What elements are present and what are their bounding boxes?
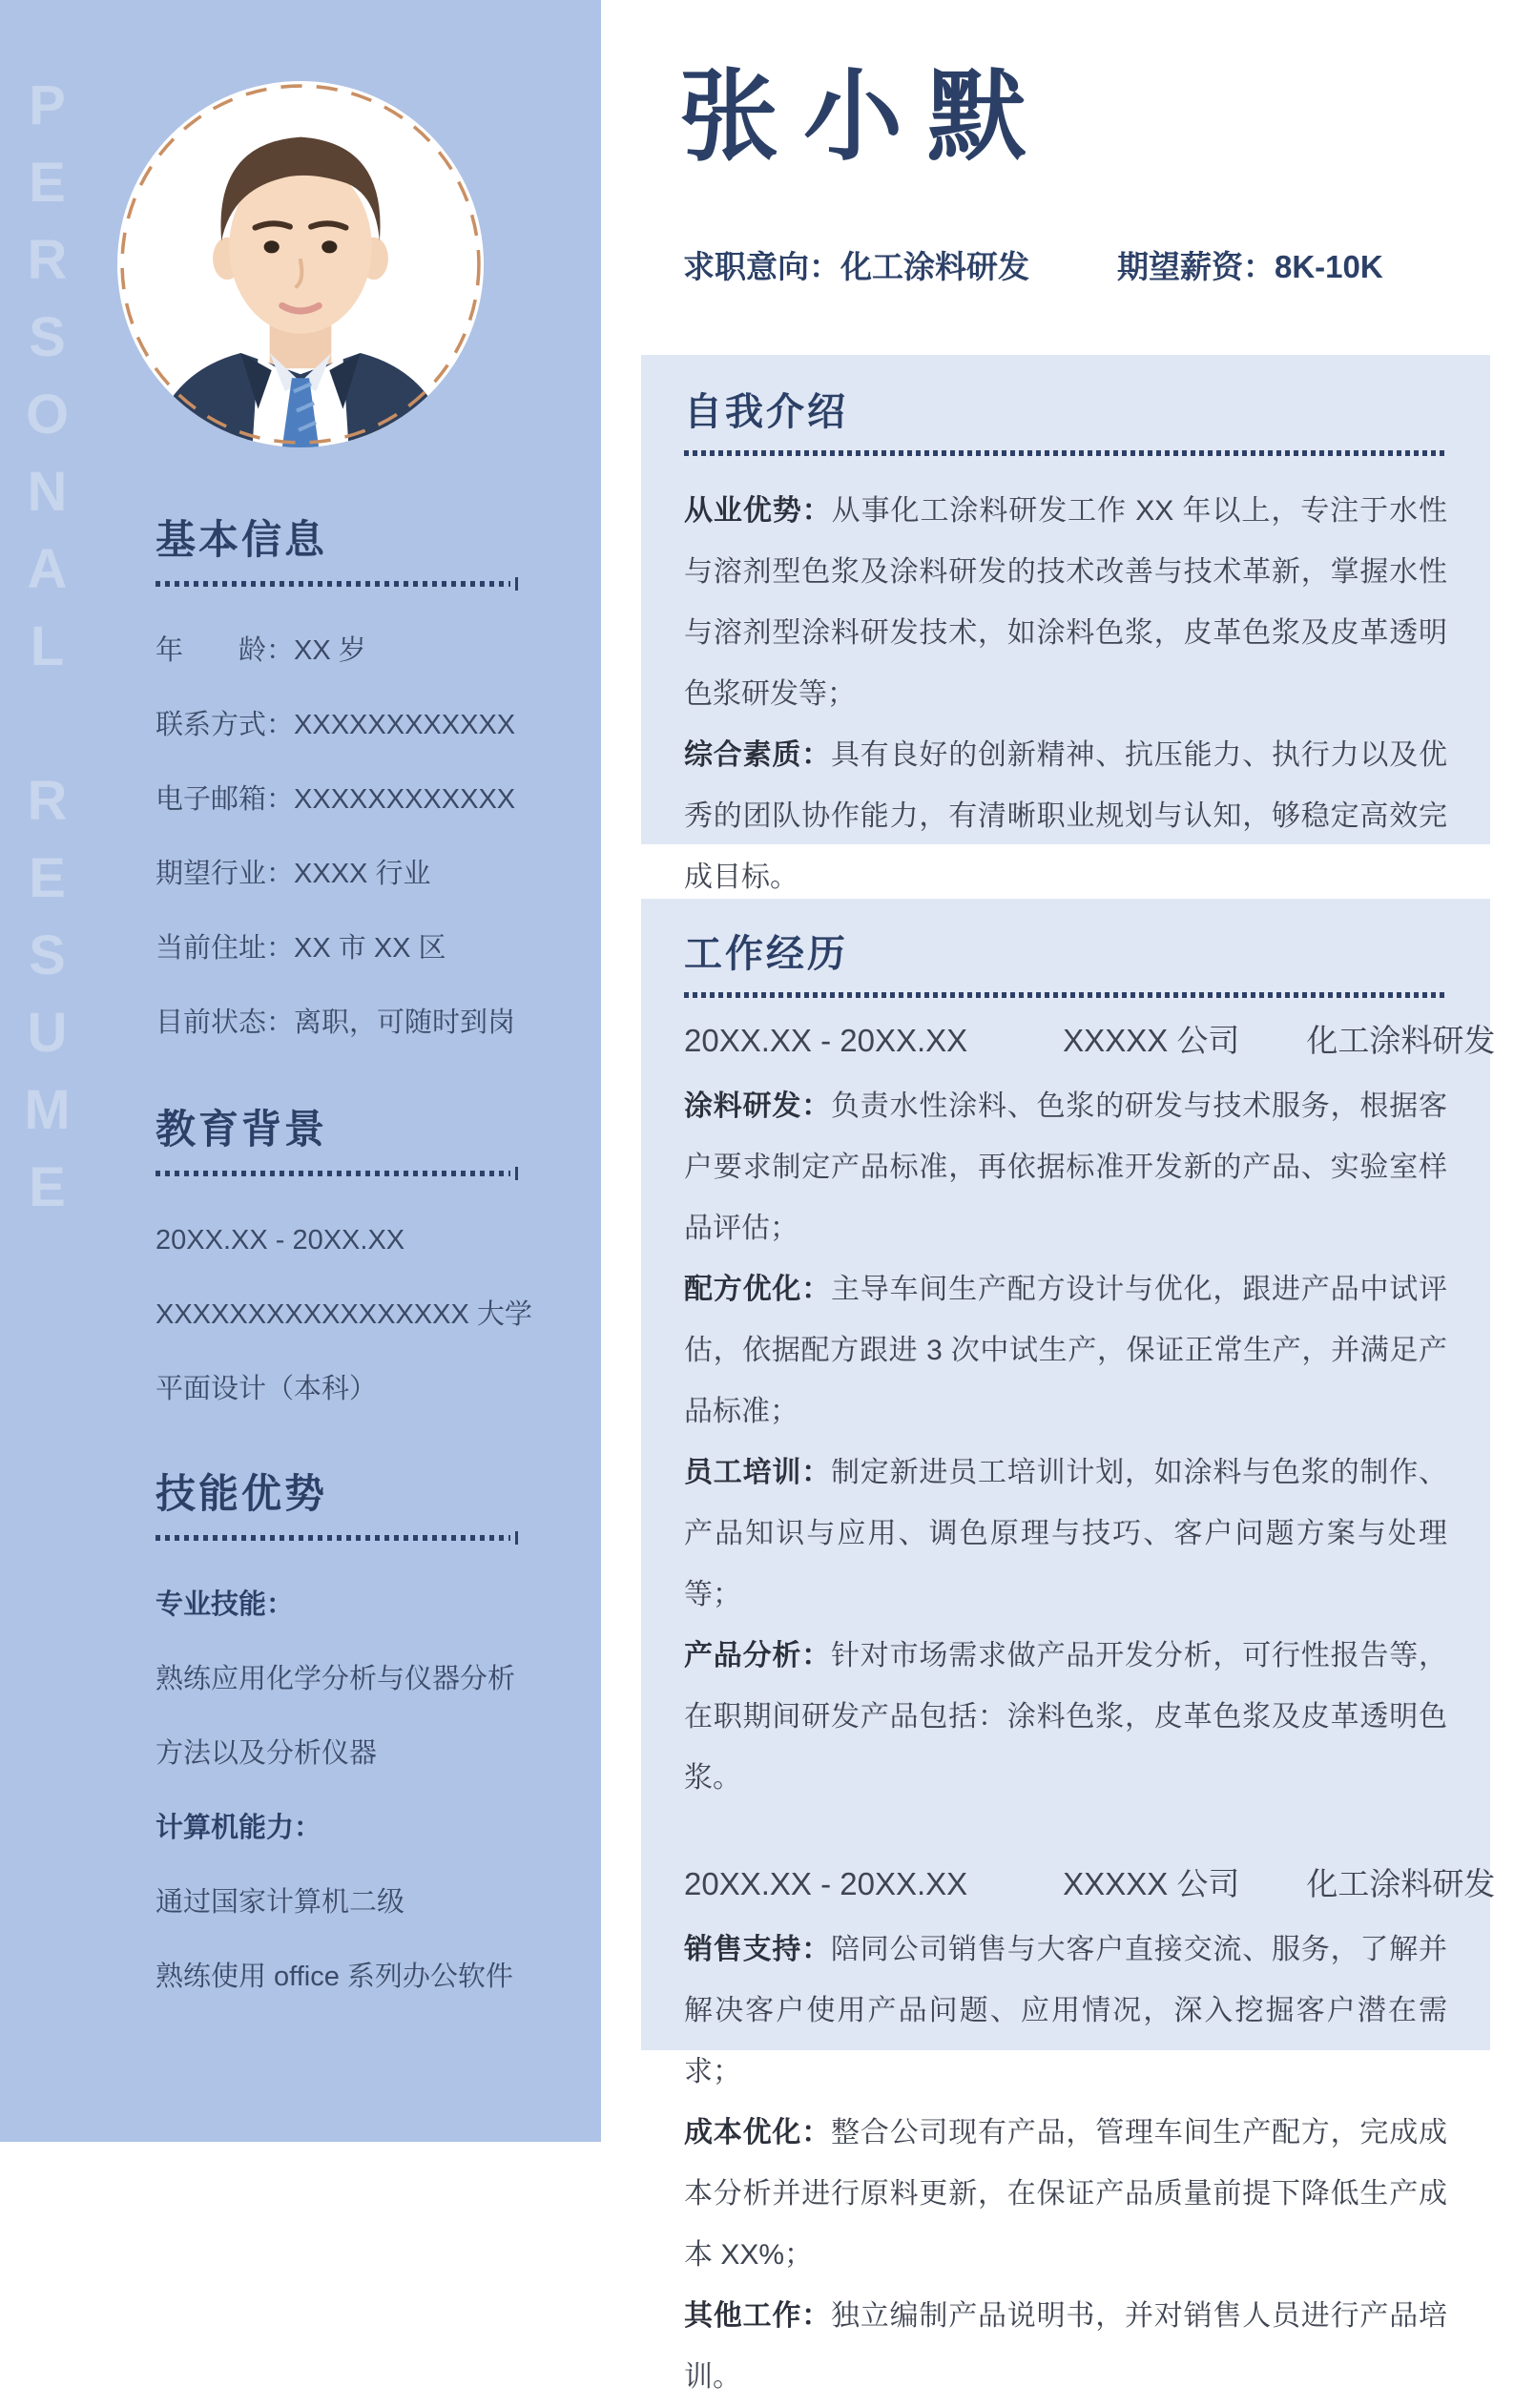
job-duties — [684, 1920, 1447, 2408]
duty-text: 主导车间生产配方设计与优化，跟进产品中试评估，依据配方跟进 3 次中试生产，保证正常生产，并满足产品标准； — [684, 1274, 1447, 1427]
salary-value: 8K-10K — [1275, 249, 1383, 284]
info-field-row — [156, 613, 587, 688]
duty-lead: 员工培训： — [684, 1457, 831, 1488]
skill-item: 熟练应用化学分析与仪器分析 — [156, 1664, 516, 1694]
skills-section — [156, 1471, 587, 2014]
job-entry — [684, 1862, 1496, 2408]
basic-info-list — [156, 613, 587, 1060]
job-role: 化工涂料研发 — [1306, 1866, 1496, 1901]
paragraph-text: 从事化工涂料研发工作 XX 年以上，专注于水性与溶剂型色浆及涂料研发的技术改善与技术革新，掌握水性与溶剂型涂料研发技术，如涂料色浆，皮革色浆及皮革透明色浆研发等； — [684, 495, 1447, 710]
job-intent-row — [683, 246, 1484, 288]
skill-item: 熟练使用 office 系列办公软件 — [156, 1962, 513, 1992]
candidate-name: 张小默 — [679, 62, 1052, 173]
duty-text: 针对市场需求做产品开发分析，可行性报告等，在职期间研发产品包括：涂料色浆，皮革色浆及皮革透明色浆。 — [684, 1640, 1447, 1794]
portrait-illustration — [117, 81, 484, 447]
duty-text: 整合公司现有产品，管理车间生产配方，完成成本分析并进行原料更新，在保证产品质量前提下降低生产成本 XX%； — [684, 2117, 1447, 2271]
duty-paragraph — [684, 2103, 1447, 2286]
about-paragraphs — [684, 481, 1447, 908]
sidebar — [0, 0, 601, 2142]
duty-lead: 产品分析： — [684, 1640, 831, 1671]
duty-paragraph — [684, 1920, 1447, 2103]
about-section — [641, 355, 1490, 893]
dotted-divider — [156, 1535, 510, 1541]
info-field-label: 目前状态： — [156, 1007, 295, 1038]
skill-item: 计算机能力： — [156, 1813, 322, 1843]
job-role: 化工涂料研发 — [1306, 1023, 1496, 1058]
info-field-row — [156, 911, 587, 986]
salary-label: 期望薪资： — [1117, 249, 1275, 284]
info-field-row — [156, 688, 587, 762]
info-field-label: 电子邮箱： — [156, 784, 295, 815]
profile-photo — [117, 81, 484, 447]
education-list — [156, 1203, 587, 1426]
job-period: 20XX.XX - 20XX.XX — [684, 1866, 968, 1901]
skills-list — [156, 1567, 587, 2014]
duty-text: 陪同公司销售与大客户直接交流、服务，了解并解决客户使用产品问题、应用情况，深入挖掘客户潜在需求； — [684, 1934, 1447, 2087]
info-field-row — [156, 762, 587, 837]
work-title: 工作经历 — [684, 933, 848, 975]
duty-paragraph — [684, 1259, 1447, 1443]
watermark-text: PERSONAL RESUME — [16, 74, 78, 1234]
education-line: 20XX.XX - 20XX.XX — [156, 1225, 405, 1256]
dotted-divider — [156, 1171, 510, 1176]
paragraph-lead: 从业优势： — [684, 495, 832, 527]
education-line: 平面设计（本科） — [156, 1374, 378, 1404]
duty-paragraph — [684, 2286, 1447, 2408]
info-field-value: XXXXXXXXXXXX — [294, 784, 516, 815]
duty-paragraph — [684, 1626, 1447, 1809]
job-header-row — [684, 1862, 1496, 1906]
education-line: XXXXXXXXXXXXXXXXX 大学 — [156, 1299, 532, 1330]
basic-info-section — [156, 517, 587, 1060]
job-header-row — [684, 1019, 1496, 1063]
work-jobs — [684, 1019, 1496, 2408]
duty-lead: 成本优化： — [684, 2117, 831, 2149]
education-section — [156, 1107, 587, 1426]
info-field-label: 当前住址： — [156, 933, 295, 964]
dotted-divider — [684, 450, 1447, 456]
info-field-label: 年 龄： — [156, 635, 295, 666]
skill-item: 专业技能： — [156, 1589, 295, 1620]
duty-lead: 销售支持： — [684, 1934, 831, 1965]
paragraph-lead: 综合素质： — [684, 739, 831, 771]
dotted-divider — [156, 581, 510, 587]
duty-lead: 配方优化： — [684, 1274, 831, 1305]
about-paragraph — [684, 725, 1447, 908]
basic-info-title: 基本信息 — [156, 517, 328, 562]
duty-lead: 其他工作： — [684, 2300, 831, 2332]
info-field-label: 联系方式： — [156, 710, 295, 740]
skill-item: 通过国家计算机二级 — [156, 1887, 405, 1918]
skills-title: 技能优势 — [156, 1471, 328, 1516]
job-period: 20XX.XX - 20XX.XX — [684, 1023, 968, 1058]
info-field-value: XX 岁 — [294, 635, 366, 666]
about-title: 自我介绍 — [684, 391, 848, 433]
job-company: XXXXX 公司 — [1063, 1023, 1240, 1058]
duty-paragraph — [684, 1443, 1447, 1626]
info-field-value: 离职，可随时到岗 — [294, 1007, 516, 1038]
info-field-value: XXXXXXXXXXXX — [294, 710, 516, 740]
info-field-label: 期望行业： — [156, 859, 295, 889]
work-section — [641, 899, 1496, 2393]
duty-text: 独立编制产品说明书，并对销售人员进行产品培训。 — [684, 2300, 1447, 2393]
duty-text: 制定新进员工培训计划，如涂料与色浆的制作、产品知识与应用、调色原理与技巧、客户问题方案与处理等； — [684, 1457, 1447, 1610]
intent-value: 化工涂料研发 — [840, 249, 1029, 284]
job-company: XXXXX 公司 — [1063, 1866, 1240, 1901]
intent-label: 求职意向： — [683, 249, 840, 284]
job-entry — [684, 1019, 1496, 1809]
about-paragraph — [684, 481, 1447, 725]
info-field-value: XX 市 XX 区 — [294, 933, 446, 964]
job-duties — [684, 1076, 1447, 1809]
paragraph-text: 具有良好的创新精神、抗压能力、执行力以及优秀的团队协作能力，有清晰职业规划与认知，够稳定高效完成目标。 — [684, 739, 1447, 893]
info-field-row — [156, 986, 587, 1060]
education-title: 教育背景 — [156, 1107, 328, 1152]
dotted-divider — [684, 992, 1447, 998]
duty-lead: 涂料研发： — [684, 1090, 831, 1122]
info-field-row — [156, 837, 587, 911]
skill-item: 方法以及分析仪器 — [156, 1738, 378, 1769]
info-field-value: XXXX 行业 — [294, 859, 431, 889]
duty-text: 负责水性涂料、色浆的研发与技术服务，根据客户要求制定产品标准，再依据标准开发新的产品、实验室样品评估； — [684, 1090, 1447, 1244]
duty-paragraph — [684, 1076, 1447, 1259]
